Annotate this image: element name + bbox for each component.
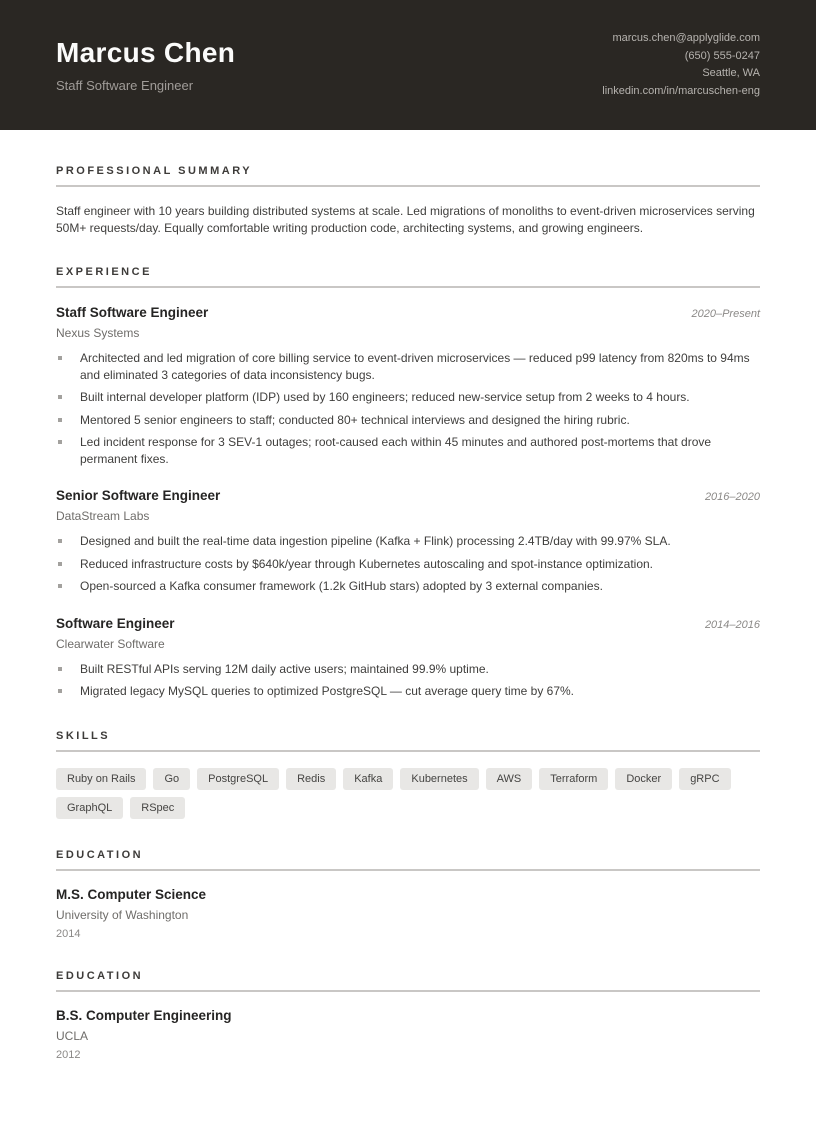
section-professional-summary [56,165,760,236]
job-bullet-text: Built internal developer platform (IDP) used by 160 engineers; reduced new-service setup from 2 weeks to 4 hours. [80,390,690,404]
section-experience [56,266,760,700]
job-header [56,488,760,503]
job-bullet [56,434,760,467]
job-bullet [56,661,760,678]
job-bullet-text: Architected and led migration of core billing service to event-driven microservices — reduced p99 latency from 820ms to 94ms and eliminated 3 categories of data inconsistency bugs. [80,351,750,382]
job-bullet [56,683,760,700]
skill-chip: Docker [615,768,672,790]
skill-chip: RSpec [130,797,185,819]
section-skills [56,730,760,819]
section-divider [56,990,760,992]
job-entry-senior-software-engineer [56,488,760,595]
job-title: Senior Software Engineer [56,488,221,503]
contact-email: marcus.chen@applyglide.com [612,32,760,44]
job-title: Staff Software Engineer [56,305,209,320]
experience-heading: EXPERIENCE [56,266,152,278]
job-bullet [56,350,760,383]
job-dates: 2020–Present [691,308,760,320]
section-divider [56,286,760,288]
bullet-marker [58,418,62,422]
job-bullet-text: Open-sourced a Kafka consumer framework (1.2k GitHub stars) adopted by 3 external companies. [80,579,603,593]
contact-block [602,30,760,100]
job-title: Software Engineer [56,615,175,631]
job-header [56,305,760,320]
section-divider [56,185,760,187]
bullet-marker [58,440,62,444]
skill-chip: gRPC [679,768,730,790]
contact-phone: (650) 555-0247 [684,49,760,62]
bullet-marker [58,356,62,360]
education-school: University of Washington [56,907,189,922]
skill-chip: Go [153,768,190,790]
contact-linkedin: linkedin.com/in/marcuschen-eng [602,84,760,97]
skill-chip: Kafka [343,768,393,790]
job-bullet [56,389,760,406]
job-bullet [56,578,760,595]
job-bullet-text: Reduced infrastructure costs by $640k/year through Kubernetes autoscaling and spot-instance optimization. [80,556,653,571]
summary-heading: PROFESSIONAL SUMMARY [56,165,253,177]
education-degree: M.S. Computer Science [56,886,207,902]
job-bullet-text: Designed and built the real-time data ingestion pipeline (Kafka + Flink) processing 2.4TB/day with 99.97% SLA. [80,534,671,548]
job-entry-software-engineer [56,616,760,700]
skill-chip: Terraform [539,768,608,790]
skill-chip: PostgreSQL [197,768,279,790]
skill-chip: Ruby on Rails [56,768,146,790]
job-bullet-text: Led incident response for 3 SEV-1 outages; root-caused each within 45 minutes and authored post-mortems that drove permanent fixes. [80,435,712,466]
job-entry-staff-software-engineer [56,305,760,467]
resume-header [0,0,816,130]
resume-body [0,165,816,1121]
bullet-marker [58,562,62,566]
education-year: 2014 [56,927,81,940]
identity-block [56,37,235,93]
contact-location: Seattle, WA [702,67,760,79]
candidate-name: Marcus Chen [56,37,236,68]
job-company: Nexus Systems [56,326,140,340]
section-education-ms [56,849,760,940]
education-school: UCLA [56,1028,89,1043]
job-dates: 2016–2020 [704,491,760,503]
job-bullet-list [56,661,760,700]
bullet-marker [58,539,62,543]
job-company: DataStream Labs [56,509,150,523]
education-heading: EDUCATION [56,848,144,861]
job-bullet-list [56,533,760,595]
job-bullet [56,533,760,550]
candidate-job-title: Staff Software Engineer [56,78,194,93]
skills-heading: SKILLS [56,729,111,742]
section-education-bs [56,970,760,1061]
skills-chip-row [56,768,760,819]
education-year: 2012 [56,1048,81,1061]
skill-chip: AWS [486,768,533,790]
bullet-marker [58,395,62,399]
bullet-marker [58,584,62,588]
section-divider [56,869,760,871]
job-bullet-text: Built RESTful APIs serving 12M daily active users; maintained 99.9% uptime. [80,661,489,676]
job-bullet-text: Migrated legacy MySQL queries to optimized PostgreSQL — cut average query time by 67%. [80,684,575,698]
education-heading: EDUCATION [56,969,144,982]
job-company: Clearwater Software [56,636,165,651]
bullet-marker [58,689,62,693]
job-bullet [56,412,760,429]
job-bullet-list [56,350,760,467]
section-divider [56,750,760,752]
bullet-marker [58,667,62,671]
skill-chip: Kubernetes [400,768,478,790]
job-dates: 2014–2016 [704,618,760,631]
job-bullet [56,556,760,573]
job-header [56,616,760,631]
job-bullet-text: Mentored 5 senior engineers to staff; conducted 80+ technical interviews and designed the hiring rubric. [80,412,630,427]
skill-chip: Redis [286,768,336,790]
education-degree: B.S. Computer Engineering [56,1007,232,1023]
skill-chip: GraphQL [56,797,123,819]
summary-text: Staff engineer with 10 years building distributed systems at scale. Led migrations of monoliths to event-driven microservices serving 50M+ requests/day. Equally comfortable writing production code, architecting systems, and growing engineers. [56,204,755,235]
